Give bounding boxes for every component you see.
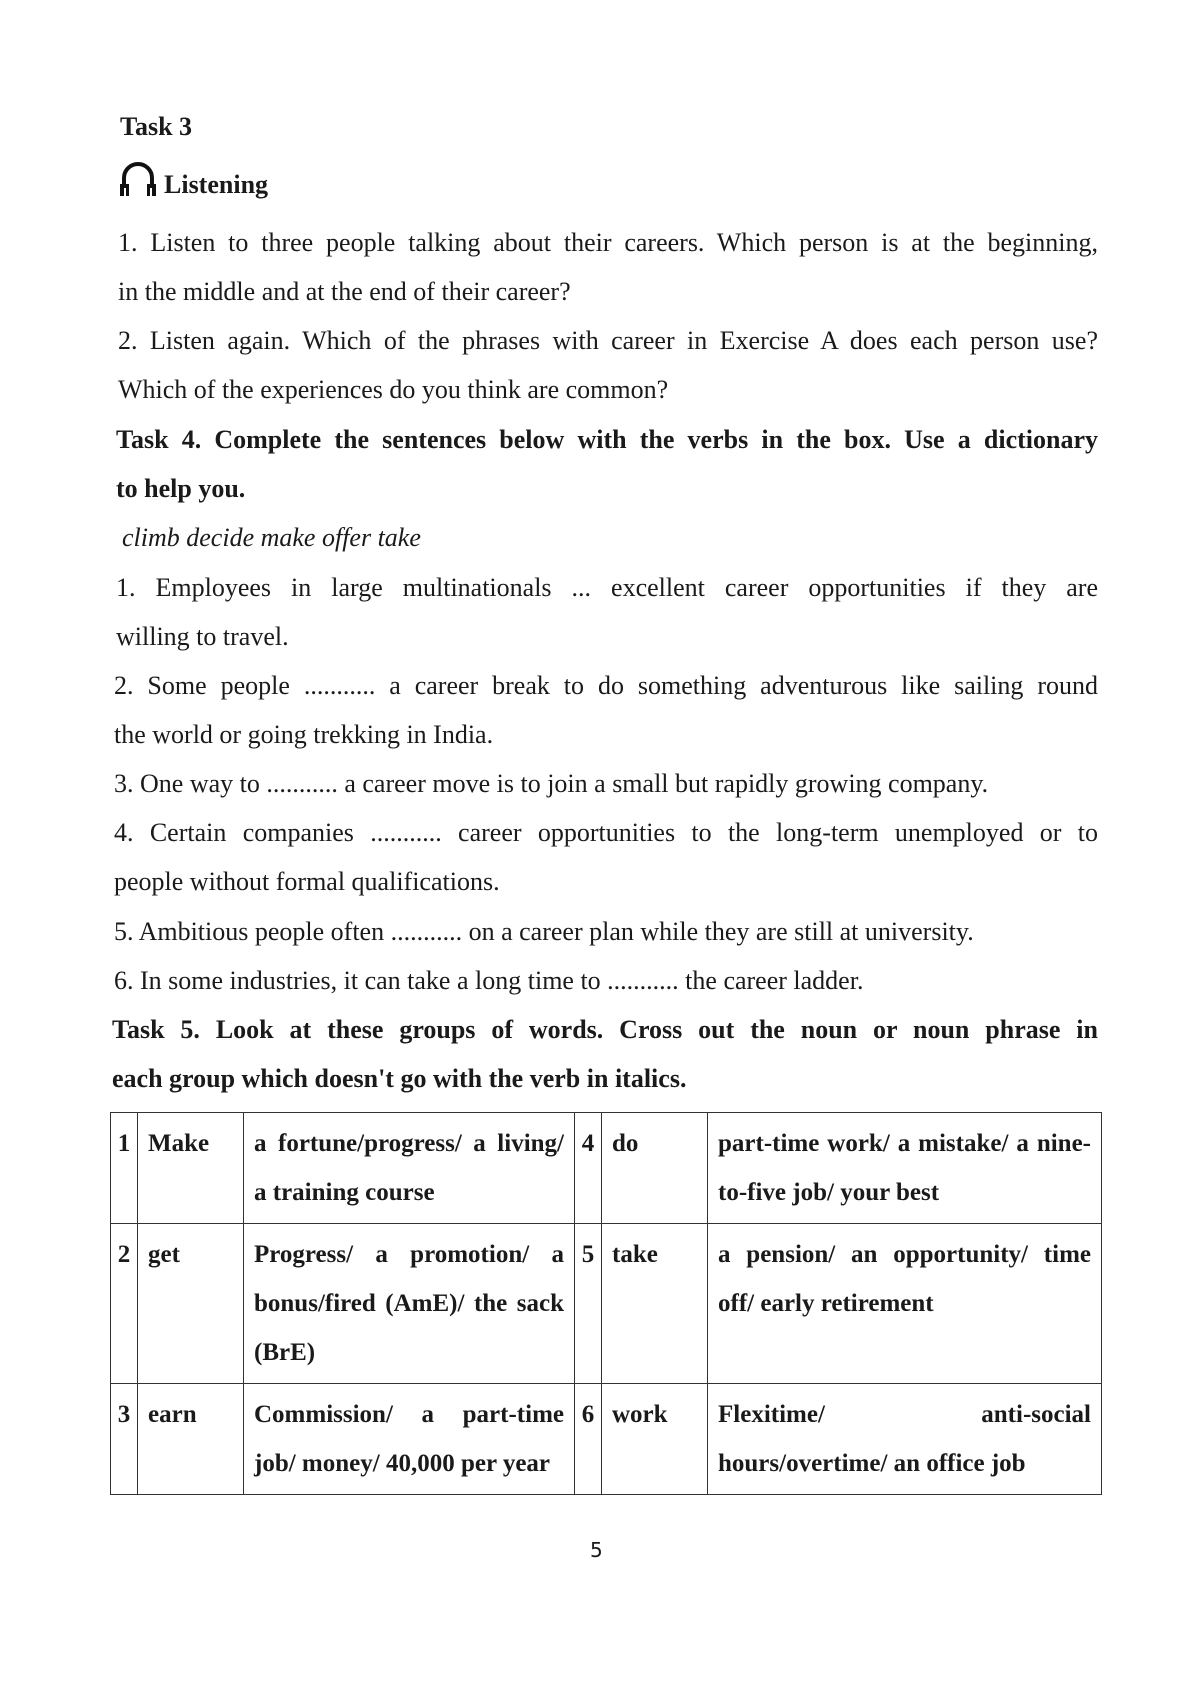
- task3-title: Task 3: [120, 112, 193, 141]
- row-number: 2: [111, 1224, 138, 1384]
- nouns-cell: a pension/ an opportunity/ time off/ early retirement: [708, 1224, 1102, 1384]
- task3-line-4: Which of the experiences do you think are common?: [118, 375, 669, 404]
- verb-box: climb decide make offer take: [122, 523, 421, 552]
- table-row: [111, 1113, 1102, 1224]
- row-number: 6: [575, 1384, 602, 1495]
- row-number: 4: [575, 1113, 602, 1224]
- task5-heading-line-1: Task 5. Look at these groups of words. Cross out the noun or noun phrase in: [112, 1015, 1098, 1044]
- nouns-cell: Commission/ a part-time job/ money/ 40,000 per year: [244, 1384, 575, 1495]
- task4-sentence-2-line-2: the world or going trekking in India.: [114, 720, 494, 749]
- nouns-cell: a fortune/progress/ a living/ a training course: [244, 1113, 575, 1224]
- table-row: [111, 1224, 1102, 1384]
- headphones-icon: [118, 158, 158, 200]
- nouns-cell: Flexitime/ anti-social hours/overtime/ an office job: [708, 1384, 1102, 1495]
- task4-sentence-2-line-1: 2. Some people ........... a career break to do something adventurous like sailing round: [114, 671, 1098, 700]
- task3-line-2: in the middle and at the end of their career?: [118, 277, 571, 306]
- verb-cell: get: [138, 1224, 244, 1384]
- task5-heading-line-2: each group which doesn't go with the verb in italics.: [112, 1064, 687, 1093]
- task4-sentence-4-line-1: 4. Certain companies ........... career opportunities to the long-term unemployed or to: [114, 818, 1098, 847]
- task4-sentence-3: 3. One way to ........... a career move is to join a small but rapidly growing company.: [114, 769, 989, 798]
- task4-sentence-4-line-2: people without formal qualifications.: [114, 867, 500, 896]
- listening-label: Listening: [164, 170, 269, 199]
- table-row: [111, 1384, 1102, 1495]
- verb-cell: work: [602, 1384, 708, 1495]
- collocation-table: [110, 1112, 1102, 1495]
- row-number: 3: [111, 1384, 138, 1495]
- task4-heading-line-1: Task 4. Complete the sentences below with the verbs in the box. Use a dictionary: [116, 425, 1098, 454]
- task3-line-1: 1. Listen to three people talking about their careers. Which person is at the beginning,: [118, 228, 1098, 257]
- page-number: 5: [590, 1538, 603, 1562]
- row-number: 1: [111, 1113, 138, 1224]
- row-number: 5: [575, 1224, 602, 1384]
- verb-cell: do: [602, 1113, 708, 1224]
- task4-sentence-1-line-1: 1. Employees in large multinationals ... excellent career opportunities if they are: [116, 573, 1098, 602]
- verb-cell: earn: [138, 1384, 244, 1495]
- task3-line-3: 2. Listen again. Which of the phrases with career in Exercise A does each person use?: [118, 326, 1098, 355]
- task4-sentence-6: 6. In some industries, it can take a long time to ........... the career ladder.: [114, 966, 864, 995]
- nouns-cell: Progress/ a promotion/ a bonus/fired (AmE)/ the sack (BrE): [244, 1224, 575, 1384]
- verb-cell: take: [602, 1224, 708, 1384]
- listening-heading: [118, 158, 268, 200]
- verb-cell: Make: [138, 1113, 244, 1224]
- nouns-cell: part-time work/ a mistake/ a nine-to-five job/ your best: [708, 1113, 1102, 1224]
- task4-heading-line-2: to help you.: [116, 474, 246, 503]
- task4-sentence-5: 5. Ambitious people often ........... on a career plan while they are still at university.: [114, 917, 974, 946]
- task4-sentence-1-line-2: willing to travel.: [116, 622, 289, 651]
